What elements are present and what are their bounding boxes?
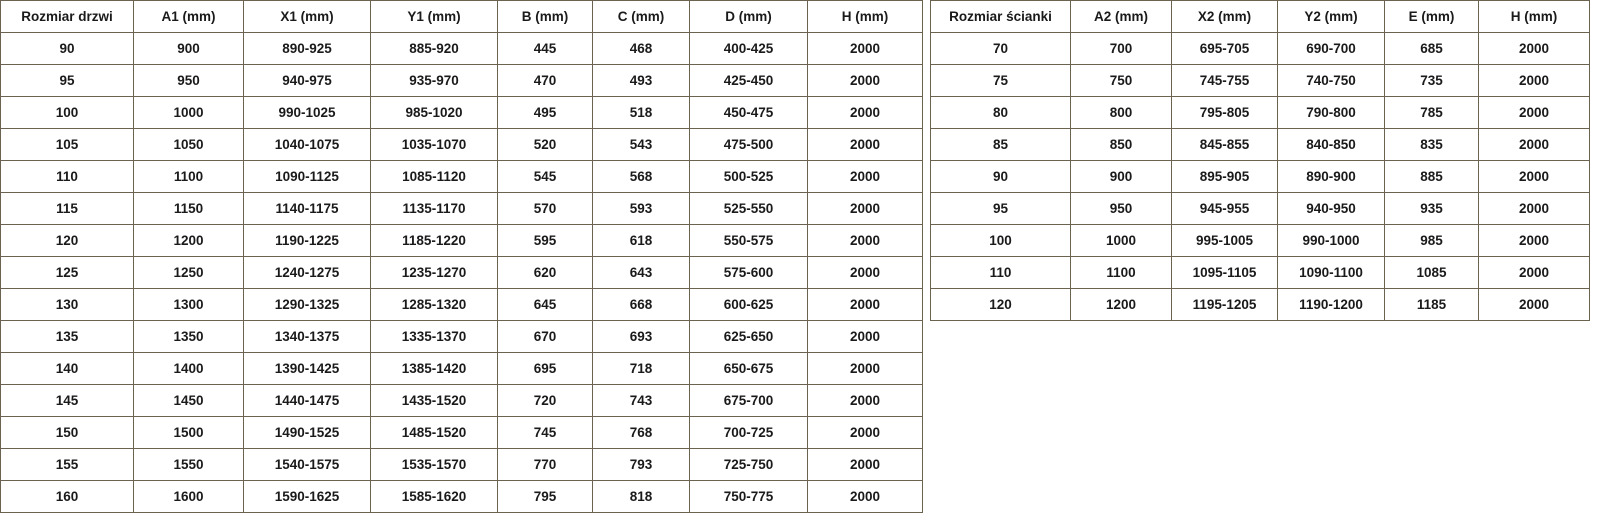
cell: 643 <box>593 257 690 289</box>
doors-table-body <box>1 33 923 513</box>
cell: 1050 <box>134 129 244 161</box>
cell: 2000 <box>1479 193 1590 225</box>
cell: 890-900 <box>1278 161 1385 193</box>
cell: 885 <box>1385 161 1479 193</box>
table-row <box>931 193 1590 225</box>
cell: 770 <box>498 449 593 481</box>
cell: 155 <box>1 449 134 481</box>
cell: 795 <box>498 481 593 513</box>
cell: 695-705 <box>1172 33 1278 65</box>
cell: 735 <box>1385 65 1479 97</box>
table-row <box>1 321 923 353</box>
cell: 1450 <box>134 385 244 417</box>
cell: 1290-1325 <box>244 289 371 321</box>
cell: 90 <box>1 33 134 65</box>
cell: 695 <box>498 353 593 385</box>
cell: 1285-1320 <box>371 289 498 321</box>
cell: 1300 <box>134 289 244 321</box>
cell: 940-975 <box>244 65 371 97</box>
table-row <box>1 257 923 289</box>
cell: 125 <box>1 257 134 289</box>
cell: 1350 <box>134 321 244 353</box>
cell: 593 <box>593 193 690 225</box>
cell: 985 <box>1385 225 1479 257</box>
cell: 550-575 <box>690 225 808 257</box>
cell: 2000 <box>808 385 923 417</box>
cell: 2000 <box>808 353 923 385</box>
cell: 650-675 <box>690 353 808 385</box>
cell: 700 <box>1071 33 1172 65</box>
table-row <box>1 481 923 513</box>
cell: 940-950 <box>1278 193 1385 225</box>
cell: 1535-1570 <box>371 449 498 481</box>
cell: 2000 <box>808 65 923 97</box>
table-row <box>931 65 1590 97</box>
table-row <box>1 417 923 449</box>
cell: 720 <box>498 385 593 417</box>
cell: 1390-1425 <box>244 353 371 385</box>
cell: 1000 <box>134 97 244 129</box>
cell: 2000 <box>1479 65 1590 97</box>
table-row <box>1 65 923 97</box>
cell: 1490-1525 <box>244 417 371 449</box>
cell: 740-750 <box>1278 65 1385 97</box>
cell: 800 <box>1071 97 1172 129</box>
cell: 2000 <box>1479 289 1590 321</box>
cell: 1335-1370 <box>371 321 498 353</box>
table-row <box>931 161 1590 193</box>
cell: 1400 <box>134 353 244 385</box>
table-row <box>931 97 1590 129</box>
cell: 70 <box>931 33 1071 65</box>
cell: 80 <box>931 97 1071 129</box>
cell: 135 <box>1 321 134 353</box>
cell: 160 <box>1 481 134 513</box>
cell: 990-1025 <box>244 97 371 129</box>
cell: 525-550 <box>690 193 808 225</box>
cell: 2000 <box>808 129 923 161</box>
table-row <box>1 129 923 161</box>
cell: 120 <box>931 289 1071 321</box>
walls-table-head <box>931 1 1590 33</box>
cell: 110 <box>931 257 1071 289</box>
cell: 845-855 <box>1172 129 1278 161</box>
cell: 1095-1105 <box>1172 257 1278 289</box>
cell: 1435-1520 <box>371 385 498 417</box>
cell: 570 <box>498 193 593 225</box>
cell: 1600 <box>134 481 244 513</box>
cell: 670 <box>498 321 593 353</box>
cell: 693 <box>593 321 690 353</box>
column-header-x2: X2 (mm) <box>1172 1 1278 33</box>
cell: 493 <box>593 65 690 97</box>
cell: 620 <box>498 257 593 289</box>
cell: 1085 <box>1385 257 1479 289</box>
cell: 1200 <box>1071 289 1172 321</box>
column-header-b: B (mm) <box>498 1 593 33</box>
table-row <box>1 33 923 65</box>
table-row <box>931 257 1590 289</box>
column-header-y2: Y2 (mm) <box>1278 1 1385 33</box>
cell: 518 <box>593 97 690 129</box>
column-header-y1: Y1 (mm) <box>371 1 498 33</box>
cell: 1000 <box>1071 225 1172 257</box>
cell: 935 <box>1385 193 1479 225</box>
cell: 520 <box>498 129 593 161</box>
cell: 1540-1575 <box>244 449 371 481</box>
cell: 2000 <box>1479 161 1590 193</box>
cell: 2000 <box>808 225 923 257</box>
table-row <box>1 385 923 417</box>
cell: 885-920 <box>371 33 498 65</box>
cell: 900 <box>1071 161 1172 193</box>
cell: 793 <box>593 449 690 481</box>
cell: 1190-1200 <box>1278 289 1385 321</box>
cell: 568 <box>593 161 690 193</box>
column-header-rozmiar-drzwi: Rozmiar drzwi <box>1 1 134 33</box>
cell: 115 <box>1 193 134 225</box>
cell: 1135-1170 <box>371 193 498 225</box>
cell: 543 <box>593 129 690 161</box>
table-header-row <box>1 1 923 33</box>
cell: 2000 <box>808 97 923 129</box>
cell: 1235-1270 <box>371 257 498 289</box>
cell: 950 <box>134 65 244 97</box>
cell: 2000 <box>808 161 923 193</box>
column-header-h: H (mm) <box>1479 1 1590 33</box>
cell: 1140-1175 <box>244 193 371 225</box>
cell: 130 <box>1 289 134 321</box>
cell: 895-905 <box>1172 161 1278 193</box>
cell: 500-525 <box>690 161 808 193</box>
cell: 2000 <box>1479 33 1590 65</box>
cell: 935-970 <box>371 65 498 97</box>
cell: 790-800 <box>1278 97 1385 129</box>
cell: 2000 <box>808 481 923 513</box>
table-row <box>1 225 923 257</box>
cell: 1440-1475 <box>244 385 371 417</box>
table-row <box>1 353 923 385</box>
cell: 950 <box>1071 193 1172 225</box>
cell: 1585-1620 <box>371 481 498 513</box>
cell: 2000 <box>808 257 923 289</box>
cell: 145 <box>1 385 134 417</box>
table-row <box>931 129 1590 161</box>
cell: 1150 <box>134 193 244 225</box>
cell: 675-700 <box>690 385 808 417</box>
cell: 150 <box>1 417 134 449</box>
walls-table-body <box>931 33 1590 321</box>
cell: 2000 <box>1479 225 1590 257</box>
cell: 1100 <box>1071 257 1172 289</box>
column-header-e: E (mm) <box>1385 1 1479 33</box>
cell: 2000 <box>808 449 923 481</box>
cell: 100 <box>931 225 1071 257</box>
cell: 575-600 <box>690 257 808 289</box>
cell: 140 <box>1 353 134 385</box>
cell: 645 <box>498 289 593 321</box>
cell: 1550 <box>134 449 244 481</box>
cell: 1250 <box>134 257 244 289</box>
cell: 445 <box>498 33 593 65</box>
cell: 1085-1120 <box>371 161 498 193</box>
cell: 1240-1275 <box>244 257 371 289</box>
cell: 743 <box>593 385 690 417</box>
cell: 785 <box>1385 97 1479 129</box>
table-row <box>931 289 1590 321</box>
cell: 835 <box>1385 129 1479 161</box>
cell: 750-775 <box>690 481 808 513</box>
cell: 100 <box>1 97 134 129</box>
cell: 2000 <box>1479 257 1590 289</box>
cell: 90 <box>931 161 1071 193</box>
table-header-row <box>931 1 1590 33</box>
cell: 1590-1625 <box>244 481 371 513</box>
cell: 818 <box>593 481 690 513</box>
cell: 600-625 <box>690 289 808 321</box>
cell: 995-1005 <box>1172 225 1278 257</box>
cell: 545 <box>498 161 593 193</box>
cell: 2000 <box>808 193 923 225</box>
cell: 850 <box>1071 129 1172 161</box>
cell: 120 <box>1 225 134 257</box>
cell: 2000 <box>808 33 923 65</box>
cell: 425-450 <box>690 65 808 97</box>
cell: 1090-1125 <box>244 161 371 193</box>
cell: 840-850 <box>1278 129 1385 161</box>
walls-dimensions-table <box>930 0 1590 321</box>
cell: 2000 <box>1479 129 1590 161</box>
cell: 1385-1420 <box>371 353 498 385</box>
doors-table-head <box>1 1 923 33</box>
table-row <box>931 33 1590 65</box>
column-header-x1: X1 (mm) <box>244 1 371 33</box>
cell: 1485-1520 <box>371 417 498 449</box>
cell: 990-1000 <box>1278 225 1385 257</box>
cell: 900 <box>134 33 244 65</box>
cell: 75 <box>931 65 1071 97</box>
cell: 890-925 <box>244 33 371 65</box>
cell: 105 <box>1 129 134 161</box>
cell: 470 <box>498 65 593 97</box>
cell: 2000 <box>808 289 923 321</box>
cell: 475-500 <box>690 129 808 161</box>
cell: 1040-1075 <box>244 129 371 161</box>
column-header-rozmiar-scianki: Rozmiar ścianki <box>931 1 1071 33</box>
table-row <box>1 449 923 481</box>
cell: 1190-1225 <box>244 225 371 257</box>
cell: 95 <box>931 193 1071 225</box>
cell: 725-750 <box>690 449 808 481</box>
cell: 110 <box>1 161 134 193</box>
cell: 450-475 <box>690 97 808 129</box>
cell: 768 <box>593 417 690 449</box>
cell: 1340-1375 <box>244 321 371 353</box>
cell: 1185 <box>1385 289 1479 321</box>
cell: 945-955 <box>1172 193 1278 225</box>
cell: 1200 <box>134 225 244 257</box>
table-row <box>1 193 923 225</box>
cell: 85 <box>931 129 1071 161</box>
cell: 718 <box>593 353 690 385</box>
cell: 468 <box>593 33 690 65</box>
column-header-a2: A2 (mm) <box>1071 1 1172 33</box>
cell: 400-425 <box>690 33 808 65</box>
table-row <box>1 289 923 321</box>
walls-dimensions-table-container <box>930 0 1590 321</box>
cell: 1195-1205 <box>1172 289 1278 321</box>
cell: 668 <box>593 289 690 321</box>
cell: 1500 <box>134 417 244 449</box>
cell: 625-650 <box>690 321 808 353</box>
table-row <box>931 225 1590 257</box>
cell: 1090-1100 <box>1278 257 1385 289</box>
cell: 700-725 <box>690 417 808 449</box>
cell: 1035-1070 <box>371 129 498 161</box>
cell: 985-1020 <box>371 97 498 129</box>
cell: 95 <box>1 65 134 97</box>
cell: 1185-1220 <box>371 225 498 257</box>
cell: 495 <box>498 97 593 129</box>
column-header-d: D (mm) <box>690 1 808 33</box>
cell: 595 <box>498 225 593 257</box>
column-header-c: C (mm) <box>593 1 690 33</box>
table-row <box>1 161 923 193</box>
cell: 2000 <box>1479 97 1590 129</box>
cell: 685 <box>1385 33 1479 65</box>
cell: 795-805 <box>1172 97 1278 129</box>
cell: 2000 <box>808 321 923 353</box>
column-header-h: H (mm) <box>808 1 923 33</box>
column-header-a1: A1 (mm) <box>134 1 244 33</box>
cell: 745-755 <box>1172 65 1278 97</box>
cell: 618 <box>593 225 690 257</box>
cell: 750 <box>1071 65 1172 97</box>
cell: 690-700 <box>1278 33 1385 65</box>
table-row <box>1 97 923 129</box>
cell: 1100 <box>134 161 244 193</box>
cell: 745 <box>498 417 593 449</box>
cell: 2000 <box>808 417 923 449</box>
